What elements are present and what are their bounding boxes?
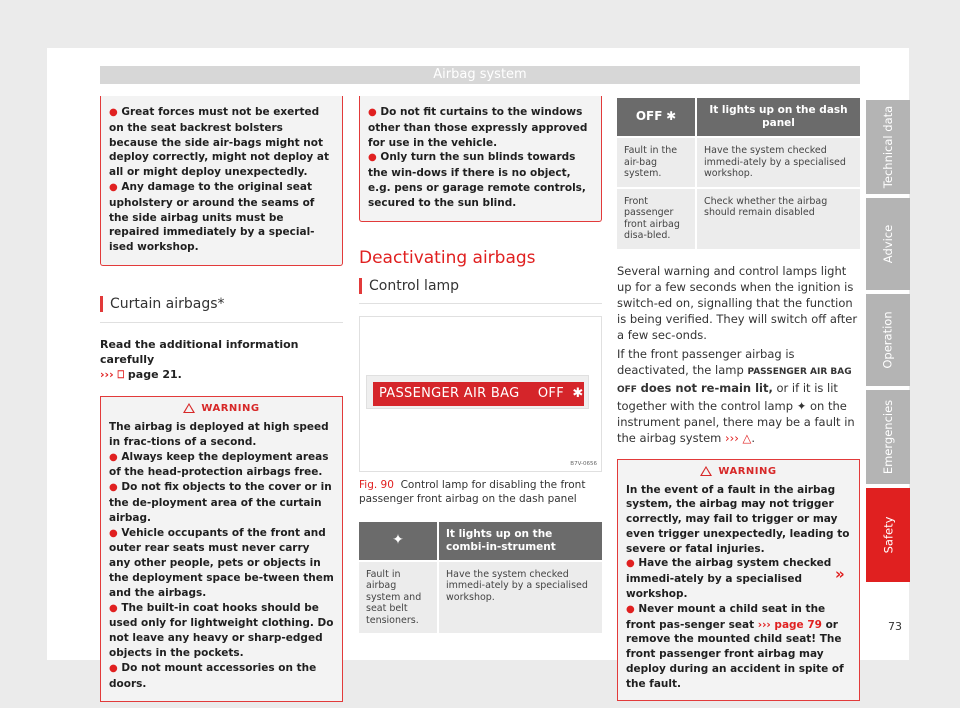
airbag-warning-icon: ✦ (392, 531, 404, 548)
book-icon: ⎕ (117, 367, 125, 381)
warning-triangle-icon[interactable]: △ (742, 430, 752, 445)
bullet-icon: ● (109, 527, 118, 539)
airbag-seat-icon: ✱ (572, 385, 584, 401)
link-arrow-icon: ››› (757, 618, 771, 631)
bullet-icon: ● (109, 662, 118, 674)
subsection-heading: Control lamp (359, 278, 602, 304)
chapter-heading: Deactivating airbags (359, 247, 536, 268)
column-right (617, 98, 860, 701)
read-more-note: Read the additional information carefully ››› ⎕ page 21. (100, 337, 299, 381)
warning-bullet: ● Do not fit curtains to the windows other than those expressly approved for use in the vehicle. (368, 106, 588, 149)
warning-bullet: ● The built-in coat hooks should be used only for lightweight clothing. Do not leave any heavy or sharp-edged objects in the pockets. (109, 601, 334, 659)
warning-box (617, 459, 860, 701)
warning-bullet: ● Do not fix objects to the cover or in the de-ployment area of the curtain airbag. (109, 481, 332, 524)
bullet-icon: ● (109, 181, 118, 193)
page-number: 73 (888, 620, 902, 633)
warning-intro: In the event of a fault in the airbag system, the airbag may not trigger correctly, may fail to trigger or may even trigger unexpectedly, leading to severe or fatal injuries. (626, 483, 850, 555)
warning-bullet: ● Any damage to the original seat upholstery or around the seams of the side airbag units must be repaired immediately by a special-ised workshop. (109, 180, 315, 254)
warning-intro: The airbag is deployed at high speed in frac-tions of a second. (109, 420, 329, 448)
paragraph: Several warning and control lamps light up for a few seconds when the ignition is switch-ed on, signalling that the function is being verified. They will switch off after a few sec-onds. (617, 263, 858, 342)
column-middle (359, 96, 602, 633)
bullet-icon: ● (109, 451, 118, 463)
tab-safety[interactable]: Safety (866, 488, 910, 582)
bullet-icon: ● (626, 558, 635, 570)
warning-bullet: ● Only turn the sun blinds towards the win-dows if there is no object, e.g. pens or garage remote controls, secured to the sun blind. (368, 151, 586, 209)
figure-code: B7V-0656 (570, 460, 597, 467)
bullet-icon: ● (626, 603, 635, 615)
dash-panel-image (366, 375, 589, 409)
warning-triangle-icon (700, 466, 712, 476)
table-icon-cell: OFF ✱ (617, 98, 696, 137)
table-row: Fault in the air-bag system. Have the system checked immedi-ately by a specialised workshop. (617, 137, 860, 188)
warning-header: WARNING (626, 466, 851, 477)
bullet-icon: ● (368, 107, 377, 118)
warning-bullet: ● Great forces must not be exerted on the seat backrest bolsters because the side air-bags might not deploy correctly, might not deploy at all or might deploy unexpectedly. (109, 106, 330, 179)
lamp-table-dash (617, 98, 860, 249)
continue-arrow-icon: » (835, 565, 845, 583)
tab-technical-data[interactable]: Technical data (866, 100, 910, 194)
figure-control-lamp (359, 316, 602, 472)
link-arrow-icon: ››› (100, 367, 114, 381)
figure-caption: Fig. 90 Control lamp for disabling the front passenger front airbag on the dash panel (359, 478, 586, 505)
bullet-icon: ● (109, 482, 118, 494)
passenger-airbag-off-lamp: PASSENGER AIR BAG OFF ✱ (373, 382, 584, 406)
page-link[interactable]: page 79 (774, 618, 822, 631)
warning-header: WARNING (109, 403, 334, 414)
tab-operation[interactable]: Operation (866, 294, 910, 386)
lamp-table-combi (359, 522, 602, 634)
page-header: Airbag system (100, 66, 860, 84)
warning-bullet: ● Do not mount accessories on the doors. (109, 661, 317, 690)
column-left (100, 96, 343, 702)
warning-continuation-box (100, 96, 343, 266)
warning-bullet: ● Always keep the deployment areas of the head-protection airbags free. (109, 450, 329, 479)
table-header: It lights up on the dash panel (696, 98, 860, 137)
tab-emergencies[interactable]: Emergencies (866, 390, 910, 484)
bullet-icon: ● (109, 107, 118, 118)
table-row: Front passenger front airbag disa-bled. Check whether the airbag should remain disabled (617, 188, 860, 249)
bullet-icon: ● (368, 152, 377, 164)
section-title: Curtain airbags* (110, 295, 225, 312)
airbag-warning-icon: ✦ (796, 398, 807, 413)
warning-box (100, 396, 343, 702)
page-link[interactable]: page 21. (127, 367, 182, 381)
section-heading (100, 296, 343, 323)
warning-continuation-box (359, 96, 602, 222)
table-row: Fault in airbag system and seat belt tensioners. Have the system checked immedi-ately by a specialised workshop. (359, 561, 602, 634)
warning-bullet: ● Vehicle occupants of the front and outer rear seats must never carry any other people, pets or objects in the deployment space be-tween them and the airbags. (109, 526, 334, 599)
table-icon-cell (359, 522, 438, 561)
warning-triangle-icon (183, 403, 195, 413)
table-header: It lights up on the combi-in-strument (438, 522, 602, 561)
paragraph: If the front passenger airbag is deactivated, the lamp PASSENGER AIR BAG OFF does not re-main lit, or if it is lit together with the control lamp ✦ on the instrument panel, there may be a fault in the airbag system ››› △. (617, 346, 855, 445)
bullet-icon: ● (109, 602, 118, 614)
warning-bullet: ● Never mount a child seat in the front pas-senger seat ››› page 79 or remove the mounted child seat! The front passenger front airbag may deploy during an accident in spite of the fault. (626, 602, 844, 690)
airbag-seat-icon: ✱ (666, 109, 677, 123)
tab-advice[interactable]: Advice (866, 198, 910, 290)
warning-bullet: ● Have the airbag system checked immedi-ately by a specialised workshop. (626, 557, 832, 601)
link-arrow-icon: ››› (725, 430, 739, 445)
